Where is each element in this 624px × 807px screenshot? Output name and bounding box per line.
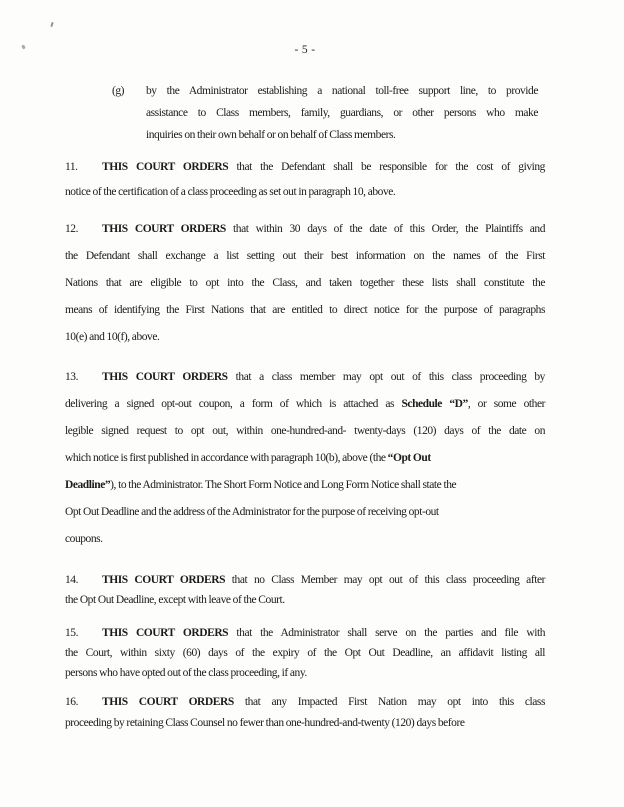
text-line (110, 102, 538, 124)
bold-text-segment: “Opt Out (387, 452, 431, 464)
text-segment: means of identifying the First Nations that are entitled to direct notice for the purpose of paragraphs (65, 304, 545, 316)
clause-label: (g) (112, 85, 125, 97)
text-segment: legible signed request to opt out, within one-hundred-and- twenty-days (120) days of the date on (65, 425, 545, 437)
text-segment: , or some other (467, 398, 545, 410)
text-line (65, 297, 545, 324)
paragraph-number: 13. (65, 371, 79, 383)
text-line (65, 663, 545, 683)
text-line (65, 499, 545, 526)
text-segment: Opt Out Deadline and the address of the Administrator for the purpose of receiving opt-out (65, 506, 439, 518)
bold-text-segment: THIS COURT ORDERS (102, 371, 228, 383)
text-segment: that any Impacted First Nation may opt into this class (233, 696, 545, 708)
paragraph-number: 14. (65, 574, 79, 586)
paragraph-g (110, 80, 538, 146)
paragraph-12 (65, 216, 545, 351)
paragraph-number: 16. (65, 696, 79, 708)
bold-text-segment: THIS COURT ORDERS (102, 161, 229, 173)
text-segment: assistance to Class members, family, guardians, or other persons who make (146, 107, 538, 119)
text-segment: that the Administrator shall serve on the parties and file with (228, 627, 545, 639)
paragraph-13 (65, 364, 545, 553)
text-line (65, 324, 545, 351)
text-segment: notice of the certification of a class proceeding as set out in paragraph 10, above. (65, 186, 396, 198)
text-line (65, 623, 545, 643)
text-line (65, 270, 545, 297)
paragraph-number: 11. (65, 161, 78, 173)
text-segment: proceeding by retaining Class Counsel no fewer than one-hundred-and-twenty (120) days before (65, 717, 465, 729)
text-segment: that the Defendant shall be responsible for the cost of giving (228, 161, 545, 173)
paragraph-14 (65, 570, 545, 610)
text-line (65, 216, 545, 243)
text-line (65, 590, 545, 610)
text-line (65, 445, 545, 472)
bold-text-segment: Schedule “D” (401, 398, 468, 410)
text-line (65, 155, 545, 180)
text-line (110, 124, 538, 146)
paragraph-number: 15. (65, 627, 79, 639)
text-line (65, 526, 545, 553)
scan-artifact-mark (21, 45, 25, 50)
bold-text-segment: Deadline” (65, 479, 111, 491)
scan-artifact-mark (50, 22, 53, 27)
text-segment: that within 30 days of the date of this Order, the Plaintiffs and (225, 223, 545, 235)
text-segment: the Opt Out Deadline, except with leave of the Court. (65, 594, 285, 606)
text-line (65, 391, 545, 418)
text-segment: the Court, within sixty (60) days of the expiry of the Opt Out Deadline, an affidavit listing all (65, 647, 545, 659)
paragraph-16 (65, 692, 545, 734)
text-line (65, 180, 545, 205)
text-segment: which notice is first published in accordance with paragraph 10(b), above (the (65, 452, 388, 464)
text-segment: Nations that are eligible to opt into the Class, and taken together these lists shall constitute the (65, 277, 545, 289)
bold-text-segment: THIS COURT ORDERS (102, 574, 226, 586)
text-line (110, 80, 538, 102)
text-line (65, 364, 545, 391)
text-segment: delivering a signed opt-out coupon, a form of which is attached as (65, 398, 402, 410)
text-segment: inquiries on their own behalf or on behalf of Class members. (146, 129, 396, 141)
text-segment: that no Class Member may opt out of this class proceeding after (225, 574, 545, 586)
text-segment: coupons. (65, 533, 103, 545)
text-segment: by the Administrator establishing a national toll-free support line, to provide (146, 85, 538, 97)
text-line (65, 713, 545, 734)
text-segment: ), to the Administrator. The Short Form Notice and Long Form Notice shall state the (110, 479, 457, 491)
text-line (65, 643, 545, 663)
text-segment: 10(e) and 10(f), above. (65, 331, 160, 343)
text-line (65, 692, 545, 713)
paragraph-11 (65, 155, 545, 205)
bold-text-segment: THIS COURT ORDERS (102, 223, 226, 235)
bold-text-segment: THIS COURT ORDERS (102, 627, 229, 639)
page-number: - 5 - (294, 44, 316, 56)
paragraph-15 (65, 623, 545, 683)
text-segment: the Defendant shall exchange a list setting out their best information on the names of the First (65, 250, 545, 262)
bold-text-segment: THIS COURT ORDERS (102, 696, 234, 708)
text-segment: that a class member may opt out of this class proceeding by (227, 371, 545, 383)
text-line (65, 243, 545, 270)
text-line (65, 570, 545, 590)
text-segment: persons who have opted out of the class proceeding, if any. (65, 667, 307, 679)
paragraph-number: 12. (65, 223, 79, 235)
text-line (65, 418, 545, 445)
text-line (65, 472, 545, 499)
